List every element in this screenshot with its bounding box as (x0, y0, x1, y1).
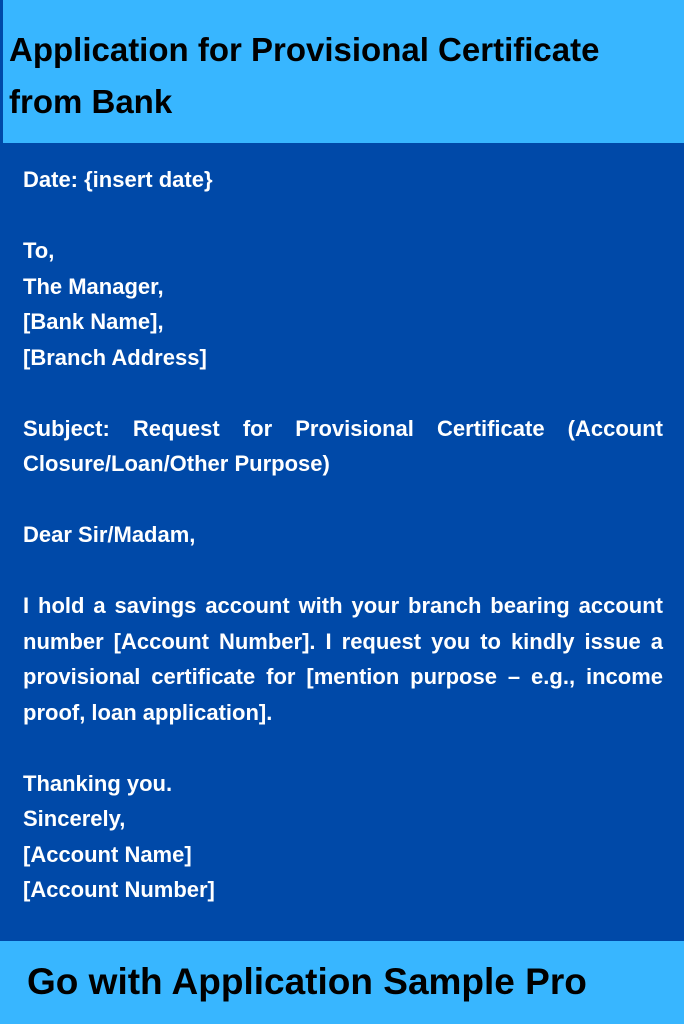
header-banner (0, 0, 684, 143)
letter-account-number: [Account Number] (23, 877, 215, 902)
letter-closing: Sincerely, (23, 806, 126, 831)
footer-tagline: Go with Application Sample Pro (27, 961, 587, 1002)
letter-account-name: [Account Name] (23, 841, 192, 867)
letter-date: Date: {insert date} (23, 167, 213, 192)
letter-thanks: Thanking you. (23, 770, 173, 796)
letter-to: To, (23, 238, 55, 263)
footer-banner (0, 941, 684, 1024)
letter-subject: Subject: Request for Provisional Certificate (Account Closure/Loan/Other Purpose) (23, 415, 663, 476)
letter-salutation: Dear Sir/Madam, (23, 522, 196, 547)
letter-branch-address: [Branch Address] (23, 344, 207, 370)
letter-paragraph: I hold a savings account with your branch bearing account number [Account Number]. I request you to kindly issue a provisional certificate for [mention purpose – e.g., income proof, loan application]. (23, 593, 663, 725)
page-title: Application for Provisional Certificate from Bank (9, 31, 600, 120)
letter-recipient: The Manager, (23, 273, 164, 299)
letter-body (23, 162, 663, 908)
letter-bank-name: [Bank Name], (23, 309, 164, 334)
